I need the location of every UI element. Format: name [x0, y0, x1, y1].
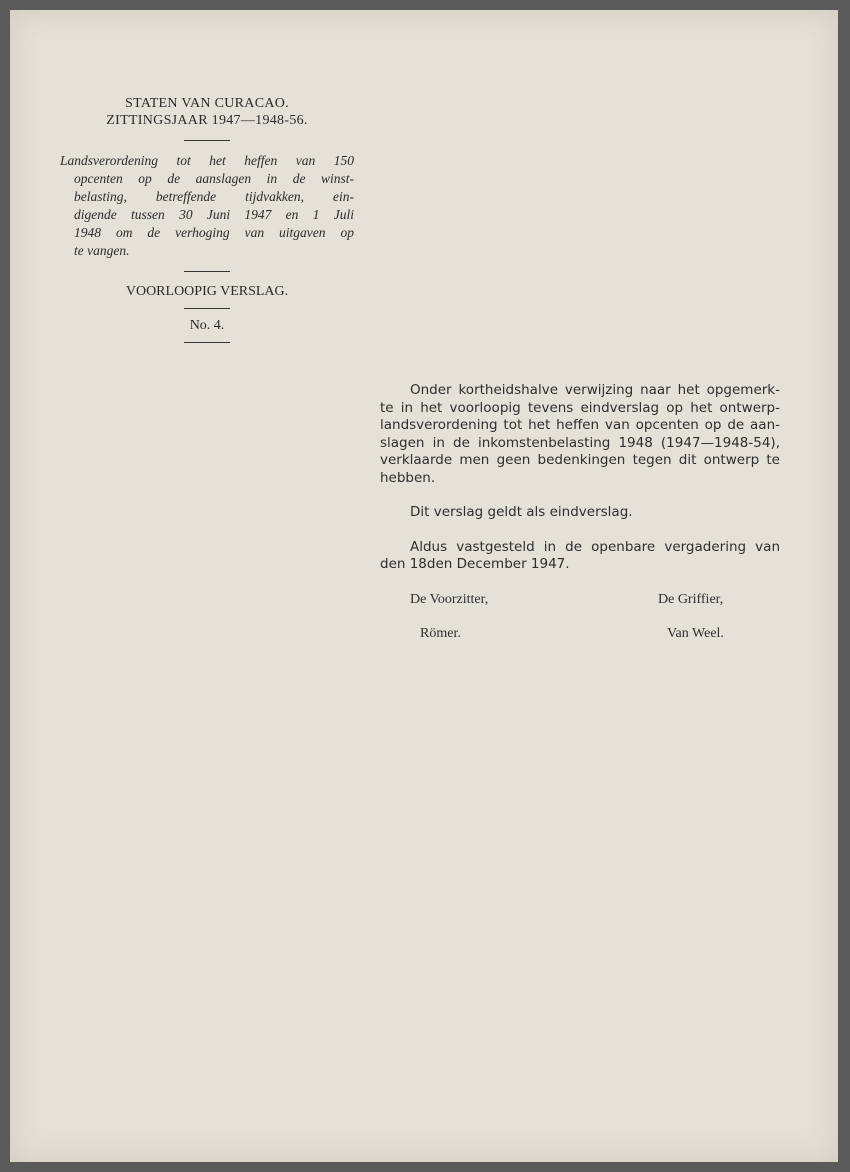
chairman-name: Römer.: [420, 625, 461, 641]
text-line: landsverordening tot het heffen van opcenten op de aan-: [380, 417, 780, 433]
subject-line: opcenten op de aanslagen in de winst-: [74, 171, 354, 186]
clerk-name: Van Weel.: [667, 625, 724, 641]
report-title: VOORLOOPIG VERSLAG.: [125, 284, 289, 299]
subject-line: digende tussen 30 Juni 1947 en 1 Juli: [74, 207, 354, 222]
paragraph-1: [380, 382, 780, 487]
text-line: slagen in de inkomstenbelasting 1948 (1947—1948-54),: [380, 434, 780, 451]
text-line: Onder kortheidshalve verwijzing naar het opgemerk-: [410, 382, 780, 398]
divider: [184, 308, 230, 309]
subject-line: belasting, betreffende tijdvakken, ein-: [74, 189, 354, 204]
subject-line: te vangen.: [74, 243, 130, 258]
chairman-title: De Voorzitter,: [410, 591, 489, 607]
report-body: [380, 382, 780, 643]
divider: [184, 271, 230, 272]
text-line: den 18den December 1947.: [380, 556, 570, 572]
clerk-title: De Griffier,: [658, 591, 724, 607]
subject-description: [60, 152, 354, 260]
document-number: No. 4.: [189, 318, 225, 333]
paragraph-3: [380, 539, 780, 574]
signature-names: [380, 625, 780, 643]
subject-line: Landsverordening tot het heffen van 150: [60, 153, 354, 168]
session-year: ZITTINGSJAAR 1947—1948-56.: [106, 113, 308, 128]
text-line: te in het voorloopig tevens eindverslag op het ontwerp-: [380, 399, 780, 416]
paragraph-2: [380, 504, 780, 522]
assembly-title: STATEN VAN CURACAO.: [125, 96, 289, 111]
signature-titles: [380, 591, 780, 609]
subject-line: 1948 om de verhoging van uitgaven op: [74, 225, 354, 240]
text-line: Dit verslag geldt als eindverslag.: [410, 504, 633, 520]
text-line: Aldus vastgesteld in de openbare vergadering van: [410, 538, 780, 555]
document-page: [10, 10, 838, 1162]
divider: [184, 140, 230, 141]
text-line: verklaarde men geen bedenkingen tegen dit ontwerp te: [380, 452, 780, 468]
divider: [184, 342, 230, 343]
text-line: hebben.: [380, 469, 436, 486]
document-header: [60, 95, 354, 351]
